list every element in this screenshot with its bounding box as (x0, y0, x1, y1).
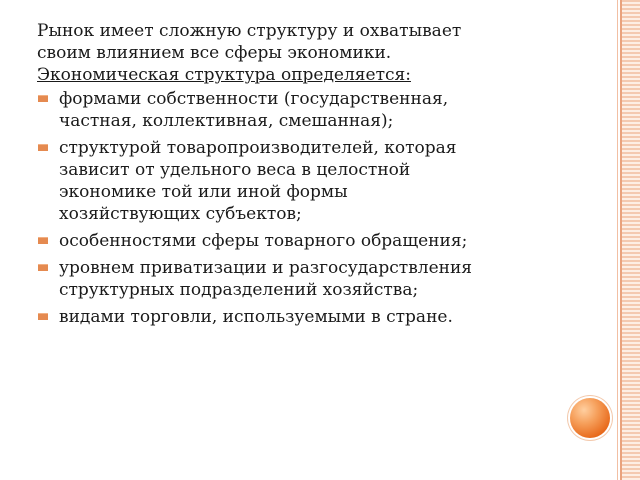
bullet-item (37, 306, 597, 328)
bullet-line: уровнем приватизации и разгосударствления (59, 258, 473, 278)
bullet-item (37, 230, 597, 252)
bullet-line: экономике той или иной формы (59, 182, 348, 202)
bullet-icon (38, 95, 48, 102)
bullet-line: видами торговли, используемыми в стране. (59, 307, 453, 327)
intro-line: своим влиянием все сферы экономики. (37, 43, 392, 63)
bullet-line: частная, коллективная, смешанная); (59, 111, 394, 131)
slide-content (37, 20, 597, 333)
bullet-line: формами собственности (государственная, (59, 89, 449, 109)
bullet-item (37, 257, 597, 301)
bullet-icon (38, 144, 48, 151)
decorative-border (622, 0, 640, 480)
border-line-inner (617, 0, 618, 480)
bullet-line: особенностями сферы товарного обращения; (59, 231, 468, 251)
bullet-icon (38, 264, 48, 271)
decorative-orb-icon (570, 398, 610, 438)
bullet-line: хозяйствующих субъектов; (59, 204, 302, 224)
bullet-line: структурных подразделений хозяйства; (59, 280, 419, 300)
bullet-item (37, 137, 597, 225)
bullet-icon (38, 313, 48, 320)
bullet-line: структурой товаропроизводителей, которая (59, 138, 457, 158)
intro-paragraph (37, 20, 597, 86)
bullet-item (37, 88, 597, 132)
bullet-line: зависит от удельного веса в целостной (59, 160, 411, 180)
section-heading: Экономическая структура определяется: (37, 65, 411, 85)
intro-line: Рынок имеет сложную структуру и охватывает (37, 21, 462, 41)
bullet-list (37, 88, 597, 328)
bullet-icon (38, 237, 48, 244)
